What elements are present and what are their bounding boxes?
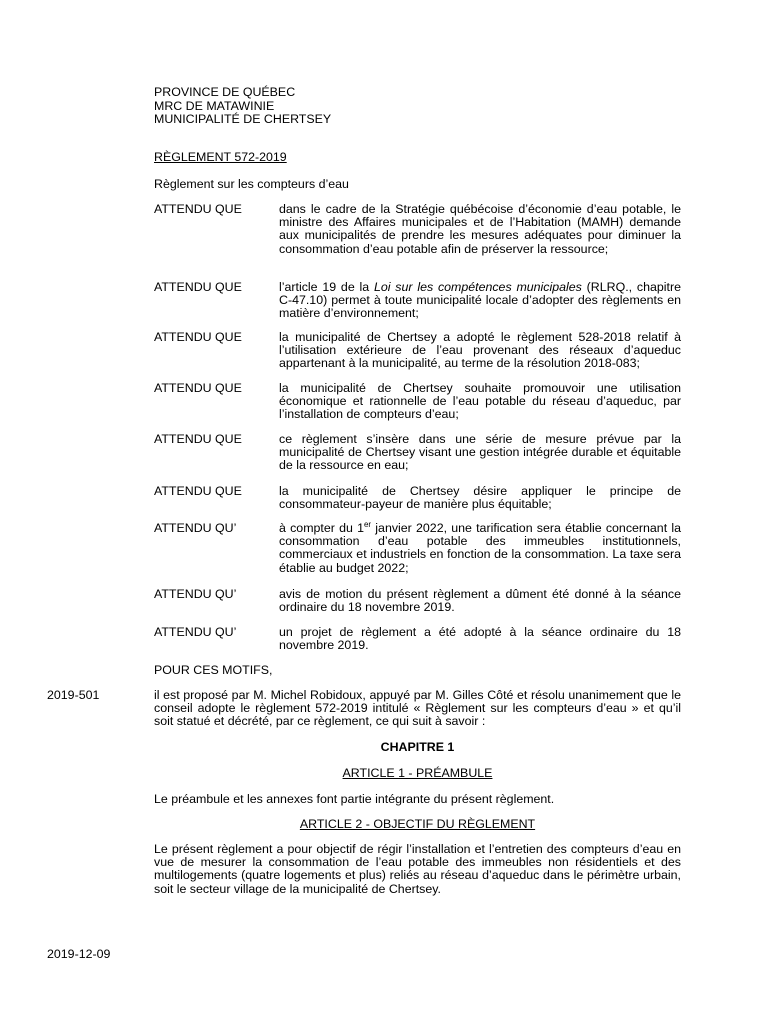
whereas-text: dans le cadre de la Stratégie québécoise d’économie d’eau potable, le ministre des Affaires municipales et de l’Habitation (MAMH) demande aux municipalités de prendre les mesures adéquates pour diminuer la consommation d’eau potable afin de préserver la ressource; [279,202,681,256]
whereas-text: à compter du 1er janvier 2022, une tarification sera établie concernant la consommation d’eau potable des immeubles institutionnels, commerciaux et industriels en fonction de la consommation. La taxe sera établie au budget 2022; [279,520,681,575]
resolution-text: il est proposé par M. Michel Robidoux, appuyé par M. Gilles Côté et résolu unanimement que le conseil adopte le règlement 572-2019 intitulé « Règlement sur les compteurs d’eau » et qu’il soit statué et décrété, par ce règlement, ce qui suit à savoir : [154,688,681,729]
whereas-label: ATTENDU QUE [154,484,242,498]
document-header [154,86,331,127]
whereas-label: ATTENDU QU’ [154,587,237,601]
article2-text: Le présent règlement a pour objectif de régir l’installation et l’entretien des compteurs d’eau en vue de mesurer la consommation de l’eau potable des immeubles non résidentiels et des multilogements (quatre logements et plus) reliés au réseau d’aqueduc dans le périmètre urbain, soit le secteur village de la municipalité de Chertsey. [154,842,681,896]
whereas-label: ATTENDU QU’ [154,521,237,535]
municipality-line: MUNICIPALITÉ DE CHERTSEY [154,112,332,126]
footer-date: 2019-12-09 [47,947,111,961]
whereas-text: la municipalité de Chertsey a adopté le règlement 528-2018 relatif à l’utilisation extérieure de l’eau provenant des réseaux d’aqueduc appartenant à la municipalité, au terme de la résolution 2018-083; [279,330,681,371]
mrc-line: MRC DE MATAWINIE [154,98,275,113]
resolution-number: 2019-501 [47,688,100,702]
province-line: PROVINCE DE QUÉBEC [154,85,296,99]
whereas-label: ATTENDU QUE [154,381,242,395]
whereas-label: ATTENDU QUE [154,330,242,344]
whereas-text: la municipalité de Chertsey désire appliquer le principe de consommateur-payeur de manière plus équitable; [279,484,681,512]
whereas-label: ATTENDU QUE [154,432,242,446]
chapter-heading: CHAPITRE 1 [380,740,455,754]
article1-heading: ARTICLE 1 - PRÉAMBULE [342,766,493,780]
whereas-text: avis de motion du présent règlement a dûment été donné à la séance ordinaire du 18 novembre 2019. [279,587,681,615]
article1-text: Le préambule et les annexes font partie intégrante du présent règlement. [154,792,555,806]
whereas-text: l’article 19 de la Loi sur les compétences municipales (RLRQ., chapitre C-47.10) permet à toute municipalité locale d’adopter des règlements en matière d’environnement; [279,280,681,321]
whereas-text: ce règlement s’insère dans une série de mesure prévue par la municipalité de Chertsey visant une gestion intégrée durable et équitable de la ressource en eau; [279,432,681,473]
article2-heading: ARTICLE 2 - OBJECTIF DU RÈGLEMENT [299,817,536,831]
regulation-subject: Règlement sur les compteurs d’eau [154,177,349,191]
whereas-label: ATTENDU QUE [154,202,242,216]
whereas-label: ATTENDU QU’ [154,625,237,639]
motifs-line: POUR CES MOTIFS, [154,663,273,677]
whereas-text: un projet de règlement a été adopté à la séance ordinaire du 18 novembre 2019. [279,625,681,653]
regulation-number: RÈGLEMENT 572-2019 [154,150,287,164]
law-title: Loi sur les compétences municipales [373,280,582,294]
whereas-label: ATTENDU QUE [154,280,242,294]
whereas-text: la municipalité de Chertsey souhaite promouvoir une utilisation économique et rationnelle de l’eau potable du réseau d’aqueduc, par l’installation de compteurs d’eau; [279,381,681,422]
